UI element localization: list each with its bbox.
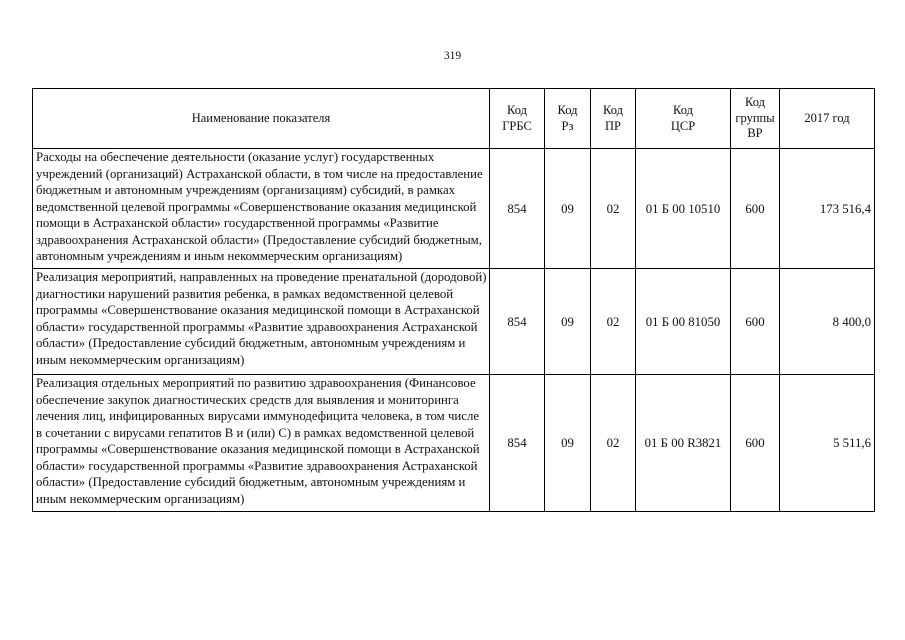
indicator-name-line: области» (Предоставление субсидий бюджетным, автономным учреждениям и — [36, 336, 466, 350]
vr-code-cell: 600 — [731, 149, 780, 269]
indicator-name-cell — [33, 149, 490, 269]
indicator-name-line: в сочетании с вирусами гепатитов B и (или) C) в рамках ведомственной целевой — [36, 425, 475, 440]
indicator-name-line: автономным учреждениям и иным некоммерческим организациям) — [36, 249, 403, 263]
header-vr-line-3: ВР — [747, 126, 763, 141]
indicator-name-line: иным некоммерческим организациям) — [36, 352, 245, 367]
header-vr-code — [731, 89, 780, 149]
header-grbs-line-1: Код — [507, 103, 527, 117]
header-pr-line-2: ПР — [605, 118, 621, 133]
grbs-code-cell: 854 — [490, 269, 545, 375]
pr-code-cell: 02 — [591, 375, 636, 512]
indicator-name-line: Реализация отдельных мероприятий по развитию здравоохранения (Финансовое — [36, 376, 476, 390]
header-indicator-name-text: Наименование показателя — [191, 110, 331, 125]
header-year-2017 — [780, 89, 875, 149]
indicator-name-line: бюджетным и автономным учреждениям (организациям) субсидий, в рамках — [36, 183, 456, 197]
rz-code-cell: 09 — [545, 149, 591, 269]
header-indicator-name — [33, 89, 490, 149]
indicator-name-cell — [33, 375, 490, 512]
pr-code-cell: 02 — [591, 149, 636, 269]
table-row — [33, 375, 875, 512]
rz-code-cell: 09 — [545, 375, 591, 512]
indicator-name-line: Реализация мероприятий, направленных на проведение пренатальной (дородовой) — [36, 270, 486, 284]
grbs-code-cell: 854 — [490, 149, 545, 269]
amount-2017-cell: 5 511,6 — [780, 375, 875, 512]
header-grbs-line-2: ГРБС — [502, 118, 532, 133]
header-csr-line-2: ЦСР — [670, 118, 696, 133]
page-number: 319 — [443, 50, 462, 62]
pr-code-cell: 02 — [591, 269, 636, 375]
vr-code-cell: 600 — [731, 269, 780, 375]
header-grbs-code — [490, 89, 545, 149]
csr-code-cell: 01 Б 00 10510 — [636, 149, 731, 269]
amount-2017-cell: 8 400,0 — [780, 269, 875, 375]
table-header-row — [33, 89, 875, 149]
header-rz-line-1: Код — [557, 103, 578, 117]
csr-code-cell: 01 Б 00 81050 — [636, 269, 731, 375]
header-csr-line-1: Код — [673, 103, 693, 117]
indicator-name-line: Расходы на обеспечение деятельности (оказание услуг) государственных — [36, 150, 435, 164]
indicator-name-line: ведомственной целевой программы «Совершенствование оказания медицинской — [36, 199, 477, 214]
indicator-name-line: области» государственной программы «Развитие здравоохранения Астраханской — [36, 458, 478, 473]
indicator-name-line: здравоохранения Астраханской области» (Предоставление субсидий бюджетным, — [36, 232, 482, 247]
header-vr-line-2: группы — [735, 110, 775, 125]
indicator-name-line: области» государственной программы «Развитие здравоохранения Астраханской — [36, 319, 478, 334]
indicator-name-line: лечения лиц, инфицированных вирусами иммунодефицита человека, в том числе — [36, 409, 480, 423]
header-vr-line-1: Код — [745, 95, 765, 110]
csr-code-cell: 01 Б 00 R3821 — [636, 375, 731, 512]
indicator-name-line: обеспечение закупок диагностических средств для выявления и мониторинга — [36, 392, 459, 407]
header-csr-code — [636, 89, 731, 149]
indicator-name-line: учреждений (организаций) Астраханской области, в том числе на предоставление — [36, 166, 483, 181]
amount-2017-cell: 173 516,4 — [780, 149, 875, 269]
header-pr-code — [591, 89, 636, 149]
table-row — [33, 269, 875, 375]
indicator-name-cell — [33, 269, 490, 375]
vr-code-cell: 600 — [731, 375, 780, 512]
header-year-text: 2017 год — [804, 110, 850, 125]
budget-table — [32, 88, 875, 512]
indicator-name-line: программы «Совершенствование оказания медицинской помощи в Астраханской — [36, 442, 480, 456]
indicator-name-line: диагностики нарушений развития ребенка, в рамках ведомственной целевой — [36, 286, 454, 301]
header-rz-line-2: Рз — [561, 118, 574, 133]
indicator-name-line: иным некоммерческим организациям) — [36, 491, 245, 506]
grbs-code-cell: 854 — [490, 375, 545, 512]
indicator-name-line: помощи в Астраханской области» государственной программы «Развитие — [36, 216, 439, 230]
header-pr-line-1: Код — [603, 103, 623, 117]
table-row — [33, 149, 875, 269]
rz-code-cell: 09 — [545, 269, 591, 375]
header-rz-code — [545, 89, 591, 149]
indicator-name-line: программы «Совершенствование оказания медицинской помощи в Астраханской — [36, 303, 480, 317]
indicator-name-line: области» (Предоставление субсидий бюджетным, автономным учреждениям и — [36, 475, 466, 489]
